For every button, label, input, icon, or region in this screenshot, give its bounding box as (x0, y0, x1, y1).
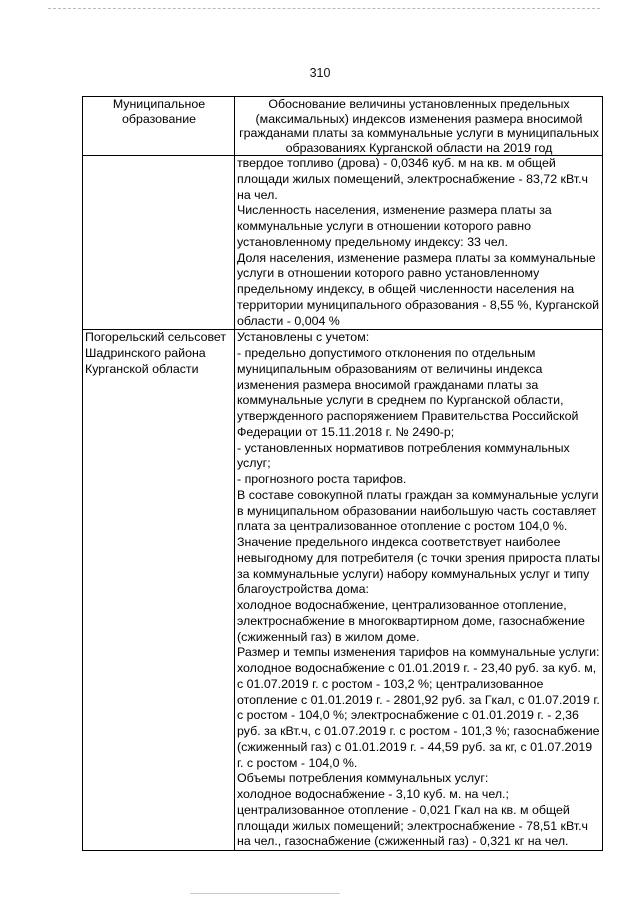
row-1-municipality (83, 156, 235, 330)
paragraph: Значение предельного индекса соответствует наиболее невыгодному для потребителя (с точки зрения прироста платы за коммунальные услуги) набору коммунальных услуг и типу благоустройства дома: (237, 535, 601, 597)
paragraph: В составе совокупной платы граждан за коммунальные услуги в муниципальном образовании наибольшую часть составляет плата за централизованное отопление с ростом 104,0 %. (237, 487, 599, 534)
paragraph: Доля населения, изменение размера платы за коммунальные услуги в отношении которого равно установленному предельному индексу, в общей численности населения на территории муниципального образования - 8,55 %, Курганской области - 0,004 % (237, 250, 600, 328)
paragraph: холодное водоснабжение, централизованное отопление, электроснабжение в многоквартирном доме, газоснабжение (сжиженный газ) в жилом доме. (237, 598, 585, 644)
paragraph: - прогнозного роста тарифов. (237, 472, 407, 486)
row-2-municipality: Погорельский сельсовет Шадринского района Курганской области (83, 330, 235, 851)
table-header-row (83, 97, 603, 156)
justification-table (82, 96, 603, 851)
paragraph: Установлены с учетом: (237, 330, 370, 345)
page-number: 310 (309, 66, 331, 80)
paragraph: твердое топливо (дрова) - 0,0346 куб. м на кв. м общей площади жилых помещений, электроснабжение - 83,72 кВт.ч на чел. (237, 156, 589, 202)
table-row (83, 330, 603, 851)
top-scan-rule (48, 8, 600, 9)
paragraph: холодное водоснабжение с 01.01.2019 г. - 23,40 руб. за куб. м, с 01.07.2019 г. с ростом - 103,2 %; централизованное отопление с 01.01.2019 г. - 2801,92 руб. за Гкал, с 01.07.2019 г. с ростом - 104,0 %; электроснабжение с 01.01.2019 г. - 2,36 руб. за кВт.ч, с 01.07.2019 г. с ростом - 101,3 %; газоснабжение (сжиженный газ) с 01.01.2019 г. - 44,59 руб. за кг, с 01.07.2019 г. с ростом - 104,0 %. (237, 661, 600, 770)
table-row (83, 156, 603, 330)
row-1-justification (235, 156, 603, 330)
paragraph: холодное водоснабжение - 3,10 куб. м. на чел.; централизованное отопление - 0,021 Гкал на кв. м общей площади жилых помещений; электроснабжение - 78,51 кВт.ч на чел., газоснабжение (сжиженный газ) - 0,321 кг на чел. (237, 787, 589, 849)
row-2-justification (235, 330, 603, 851)
paragraph: - предельно допустимого отклонения по отдельным муниципальным образованиям от величины индекса изменения размера вносимой гражданами платы за коммунальные услуги в среднем по Курганской области, утвержденного распоряжением Правительства Российской Федерации от 15.11.2018 г. № 2490-р; (237, 346, 579, 439)
bottom-scan-rule (190, 893, 340, 894)
header-justification: Обоснование величины установленных предельных (максимальных) индексов изменения размера вносимой гражданами платы за коммунальные услуги в муниципальных образованиях Курганской области на 2019 год (235, 97, 603, 156)
paragraph: Размер и темпы изменения тарифов на коммунальные услуги: (237, 645, 600, 660)
paragraph: - установленных нормативов потребления коммунальных услуг; (237, 440, 570, 471)
header-municipality: Муниципальное образование (83, 97, 235, 156)
paragraph: Объемы потребления коммунальных услуг: (237, 771, 489, 786)
paragraph: Численность населения, изменение размера платы за коммунальные услуги в отношении которого равно установленному предельному индексу: 33 чел. (237, 203, 552, 249)
